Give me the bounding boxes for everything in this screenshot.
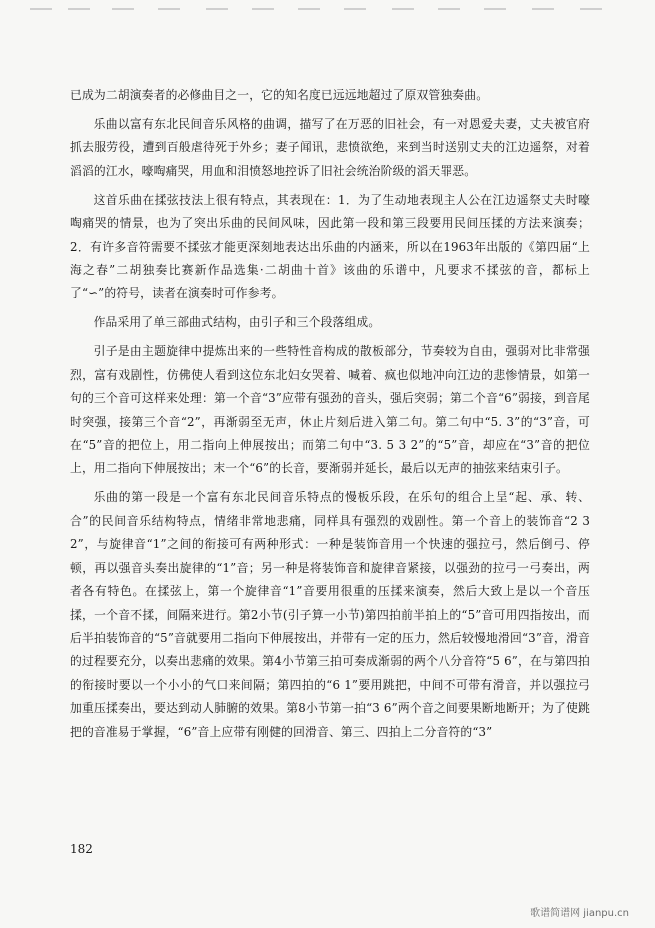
paragraph-3: 这首乐曲在揉弦技法上很有特点，其表现在：1．为了生动地表现主人公在江边遥祭丈夫时嚎啕痛哭的情景，也为了突出乐曲的民间风味，因此第一段和第三段要用民间压揉的方法来演奏；2．有许多音符需要不揉弦才能更深刻地表达出乐曲的内涵来，所以在1963年出版的《第四届“上海之春”二胡独奏比赛新作品选集·二胡曲十首》该曲的乐谱中，凡要求不揉弦的音，都标上了“∽”的符号，读者在演奏时可作参考。 (70, 192, 590, 301)
document-body (70, 84, 590, 750)
top-edge-marks (0, 8, 655, 16)
paragraph-6: 乐曲的第一段是一个富有东北民间音乐特点的慢板乐段，在乐句的组合上呈“起、承、转、合”的民间音乐结构特点，情绪非常地悲痛，同样具有强烈的戏剧性。第一个音上的装饰音“2 3 2”，与旋律音“1”之间的衔接可有两种形式：一种是装饰音用一个快速的强拉弓，然后倒弓、停顿，再以强音头奏出旋律的“1”音；另一种是将装饰音和旋律音紧接，以强劲的拉弓一弓奏出，两者各有特色。在揉弦上，第一个旋律音“1”音要用很重的压揉来演奏，然后大致上是以一个音压揉，一个音不揉，间隔来进行。第2小节(引子算一小节)第四拍前半拍上的“5”音可用四指按出，而后半拍装饰音的“5”音就要用二指向下伸展按出，并带有一定的压力，然后较慢地滑回“3”音，滑音的过程要充分，以奏出悲痛的效果。第4小节第三拍可奏成渐弱的两个八分音符“5 6”，在与第四拍的衔接时要以一个小小的气口来间隔；第四拍的“6 1”要用跳把，中间不可带有滑音，并以强拉弓加重压揉奏出，要达到动人肺腑的效果。第8小节第一拍“3 6”两个音之间要果断地断开；为了使跳把的音准易于掌握，“6”音上应带有刚健的回滑音、第三、四拍上二分音符的“3” (70, 490, 590, 739)
watermark: 歌谱简谱网 jianpu.cn (530, 908, 629, 919)
page-number: 182 (70, 842, 93, 856)
paragraph-4: 作品采用了单三部曲式结构，由引子和三个段落组成。 (93, 315, 381, 330)
paragraph-1: 已成为二胡演奏者的必修曲目之一，它的知名度已远远地超过了原双管独奏曲。 (70, 88, 489, 102)
paragraph-2: 乐曲以富有东北民间音乐风格的曲调，描写了在万恶的旧社会，有一对恩爱夫妻，丈夫被官府抓去服劳役，遭到百般虐待死于外乡；妻子闻讯，悲愤欲绝，来到当时送别丈夫的江边遥祭，对着滔滔的江水，嚎啕痛哭，用血和泪愤怒地控诉了旧社会统治阶级的滔天罪恶。 (70, 117, 590, 178)
paragraph-5: 引子是由主题旋律中提炼出来的一些特性音构成的散板部分，节奏较为自由，强弱对比非常强烈，富有戏剧性，仿佛使人看到这位东北妇女哭着、喊着、疯也似地冲向江边的悲惨情景，如第一句的三个音可这样来处理：第一个音“3”应带有强劲的音头，强后突弱；第二个音“6”弱接，到音尾时突强，接第三个音“2”，再渐弱至无声，休止片刻后进入第二句。第二句中“5. 3”的“3”音，可在“5”音的把位上，用二指向上伸展按出；而第二句中“3. 5 3 2”的“5”音，却应在“3”音的把位上，用二指向下伸展按出；末一个“6”的长音，要渐弱并延长，最后以无声的抽弦来结束引子。 (70, 344, 590, 476)
